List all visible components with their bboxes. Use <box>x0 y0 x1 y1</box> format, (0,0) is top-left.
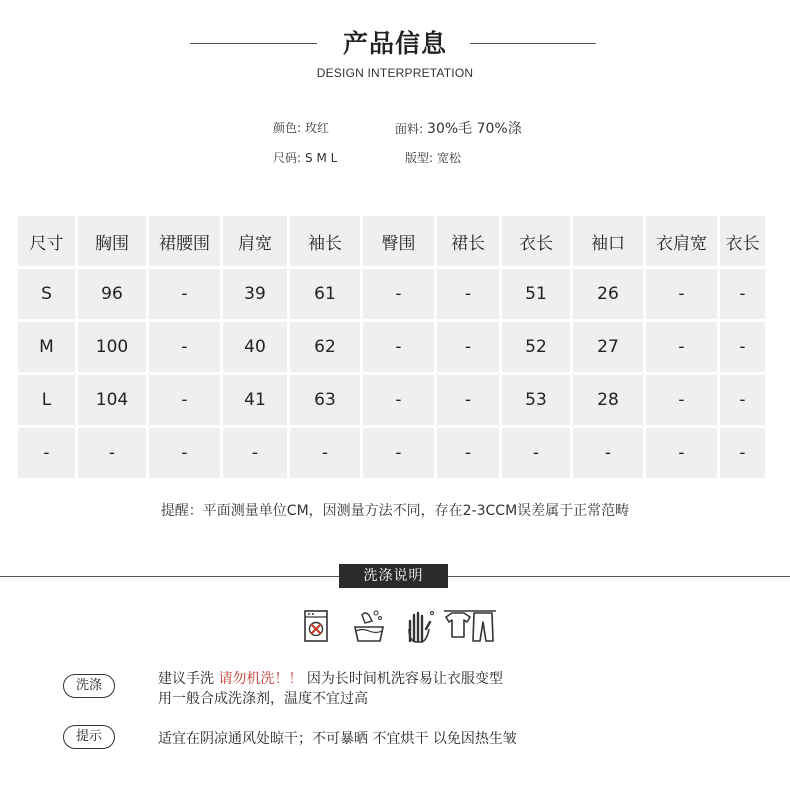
table-cell: 61 <box>290 269 360 319</box>
table-cell: - <box>149 375 220 425</box>
table-cell: - <box>18 428 75 478</box>
color-value: 玫红 <box>305 121 330 135</box>
wash-suggest-text: 建议手洗 <box>158 671 214 687</box>
table-row <box>18 322 765 372</box>
header-divider-right <box>470 43 596 44</box>
care-icons <box>302 607 498 645</box>
table-header-cell: 衣肩宽 <box>646 216 717 266</box>
table-cell: - <box>646 269 717 319</box>
table-header-cell: 裙腰围 <box>149 216 220 266</box>
table-cell: L <box>18 375 75 425</box>
measurement-note: 提醒：平面测量单位CM，因测量方法不同，存在2-3CCM误差属于正常范畴 <box>160 503 630 519</box>
table-cell: 53 <box>502 375 570 425</box>
table-cell: - <box>437 375 499 425</box>
table-cell: - <box>290 428 360 478</box>
table-cell: 52 <box>502 322 570 372</box>
wash-instruction-line2: 用一般合成洗涤剂，温度不宜过高 <box>158 691 368 707</box>
table-cell: - <box>149 322 220 372</box>
size-info <box>273 149 337 166</box>
table-header-row <box>18 216 765 266</box>
color-info <box>273 119 329 136</box>
hang-dry-icon <box>442 607 498 645</box>
fit-label: 版型: <box>405 151 434 165</box>
table-row <box>18 269 765 319</box>
fabric-value: 30%毛 70%涤 <box>427 121 522 137</box>
fit-info <box>405 149 461 166</box>
table-cell: - <box>149 269 220 319</box>
wash-label-badge: 洗涤 <box>63 674 115 698</box>
size-table <box>15 213 768 481</box>
page-title: 产品信息 <box>342 29 447 58</box>
table-cell: - <box>223 428 287 478</box>
size-value: S M L <box>305 151 338 165</box>
table-cell: - <box>646 428 717 478</box>
table-cell: S <box>18 269 75 319</box>
table-cell: - <box>363 375 434 425</box>
header-divider-left <box>190 43 317 44</box>
table-header-cell: 衣长 <box>502 216 570 266</box>
table-cell: - <box>720 375 765 425</box>
table-cell: - <box>646 375 717 425</box>
wash-title: 洗涤说明 <box>339 564 448 588</box>
table-header-cell: 尺寸 <box>18 216 75 266</box>
table-cell: - <box>78 428 146 478</box>
table-header-cell: 肩宽 <box>223 216 287 266</box>
table-cell: - <box>646 322 717 372</box>
table-cell: - <box>363 322 434 372</box>
table-header-cell: 衣长 <box>720 216 765 266</box>
table-cell: 26 <box>573 269 643 319</box>
table-row <box>18 375 765 425</box>
table-cell: - <box>363 428 434 478</box>
table-cell: - <box>437 269 499 319</box>
table-cell: - <box>363 269 434 319</box>
fabric-label: 面料: <box>395 122 424 136</box>
table-cell: 28 <box>573 375 643 425</box>
wash-reason-text: 因为长时间机洗容易让衣服变型 <box>306 671 503 687</box>
fit-value: 宽松 <box>437 151 462 165</box>
table-header-cell: 袖长 <box>290 216 360 266</box>
table-cell: 96 <box>78 269 146 319</box>
table-row <box>18 428 765 478</box>
table-cell: 40 <box>223 322 287 372</box>
table-header-cell: 裙长 <box>437 216 499 266</box>
header <box>0 24 790 94</box>
table-cell: 41 <box>223 375 287 425</box>
table-cell: 39 <box>223 269 287 319</box>
table-cell: M <box>18 322 75 372</box>
table-cell: 51 <box>502 269 570 319</box>
table-header-cell: 胸围 <box>78 216 146 266</box>
color-label: 颜色: <box>273 121 302 135</box>
hand-icon <box>402 607 436 645</box>
table-header-cell: 袖口 <box>573 216 643 266</box>
tip-label-badge: 提示 <box>63 725 115 749</box>
fabric-info <box>395 118 522 138</box>
table-cell: 62 <box>290 322 360 372</box>
no-machine-wash-icon <box>302 607 336 645</box>
hand-wash-icon <box>352 607 386 645</box>
table-header-cell: 臀围 <box>363 216 434 266</box>
table-cell: - <box>437 322 499 372</box>
table-cell: 100 <box>78 322 146 372</box>
size-label: 尺码: <box>273 151 302 165</box>
table-cell: - <box>437 428 499 478</box>
wash-warning-text: 请勿机洗！！ <box>218 671 303 687</box>
table-cell: 104 <box>78 375 146 425</box>
table-cell: - <box>720 428 765 478</box>
table-cell: - <box>502 428 570 478</box>
wash-instruction-line1 <box>158 669 503 689</box>
table-cell: - <box>573 428 643 478</box>
table-cell: 27 <box>573 322 643 372</box>
table-cell: - <box>720 322 765 372</box>
table-cell: - <box>149 428 220 478</box>
tip-instruction: 适宜在阴凉通风处晾干；不可暴晒 不宜烘干 以免因热生皱 <box>158 731 517 747</box>
page-subtitle: DESIGN INTERPRETATION <box>316 66 474 80</box>
table-cell: 63 <box>290 375 360 425</box>
table-cell: - <box>720 269 765 319</box>
